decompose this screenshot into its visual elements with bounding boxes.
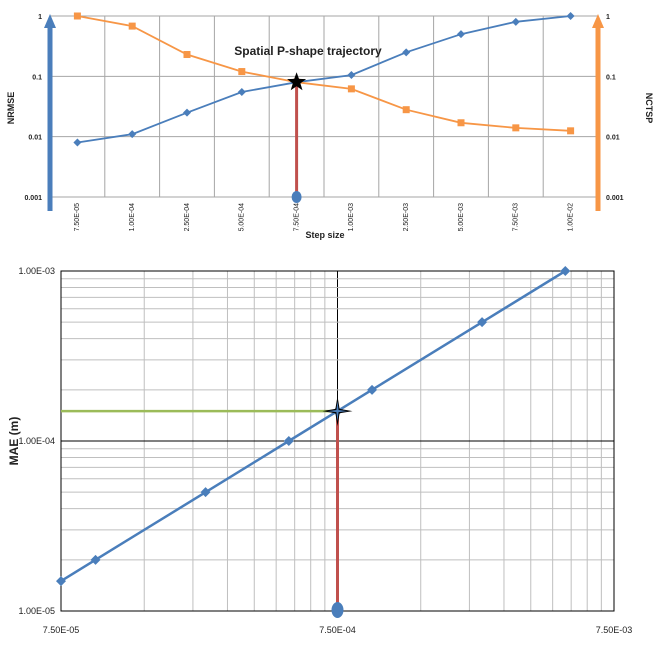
top-x-axis-label: Step size <box>305 230 345 240</box>
top-right-y-tick-label: 0.01 <box>606 134 620 142</box>
top-x-tick-label: 1.00E-02 <box>567 203 575 232</box>
nrmse-marker <box>183 109 191 117</box>
bottom-x-tick-label: 7.50E-05 <box>42 625 80 635</box>
nctsp-marker <box>129 23 136 30</box>
top-x-tick-label: 1.00E-03 <box>348 203 356 232</box>
bottom-y-tick-label: 1.00E-03 <box>18 266 55 276</box>
nrmse-marker <box>512 18 520 26</box>
top-x-tick-label: 5.00E-04 <box>238 202 246 232</box>
bottom-x-tick-label: 7.50E-03 <box>595 625 633 635</box>
top-chart-title: Spatial P-shape trajectory <box>234 44 382 58</box>
nctsp-marker <box>184 51 191 58</box>
top-right-y-tick-label: 0.001 <box>606 195 624 202</box>
nctsp-marker <box>403 106 410 113</box>
top-x-tick-label: 1.00E-04 <box>129 203 137 232</box>
nctsp-marker <box>348 85 355 92</box>
nrmse-marker <box>567 12 575 20</box>
bottom-chart <box>7 266 632 635</box>
nrmse-marker <box>238 88 246 96</box>
top-left-y-tick-label: 1 <box>38 14 42 21</box>
top-left-axis-label: NRMSE <box>6 91 16 125</box>
bottom-y-axis-label: MAE (m) <box>7 416 21 466</box>
top-chart <box>6 12 654 240</box>
bottom-series <box>56 266 570 618</box>
top-x-tick-label: 7.50E-04 <box>293 203 301 232</box>
nctsp-marker <box>458 119 465 126</box>
bottom-x-tick-label: 7.50E-04 <box>319 625 356 635</box>
top-x-tick-label: 7.50E-05 <box>74 203 82 232</box>
selection-star-inner <box>328 401 348 421</box>
top-left-y-tick-label: 0.001 <box>24 195 42 202</box>
bottom-y-tick-label: 1.00E-04 <box>18 436 55 446</box>
nctsp-marker <box>567 127 574 134</box>
selection-marker <box>292 191 302 203</box>
top-left-y-tick-label: 0.01 <box>28 134 42 142</box>
nrmse-marker <box>457 30 465 38</box>
mae-line <box>61 271 565 581</box>
nrmse-marker <box>73 139 81 147</box>
top-left-y-tick-label: 0.1 <box>32 74 42 82</box>
nctsp-marker <box>238 68 245 75</box>
nctsp-marker <box>74 13 81 20</box>
nctsp-marker <box>512 124 519 131</box>
top-x-tick-label: 7.50E-03 <box>512 203 520 232</box>
bottom-y-tick-label: 1.00E-05 <box>18 606 55 616</box>
nrmse-marker <box>402 48 410 56</box>
top-x-tick-label: 5.00E-03 <box>457 203 465 232</box>
selection-marker <box>332 602 344 618</box>
top-right-y-tick-label: 0.1 <box>606 74 616 82</box>
top-right-axis-label: NCTSP <box>644 92 654 124</box>
top-right-y-tick-label: 1 <box>606 14 610 21</box>
top-x-tick-label: 2.50E-03 <box>403 203 411 232</box>
bottom-ticks <box>18 266 632 635</box>
top-x-tick-label: 2.50E-04 <box>183 203 191 232</box>
nrmse-marker <box>347 71 355 79</box>
